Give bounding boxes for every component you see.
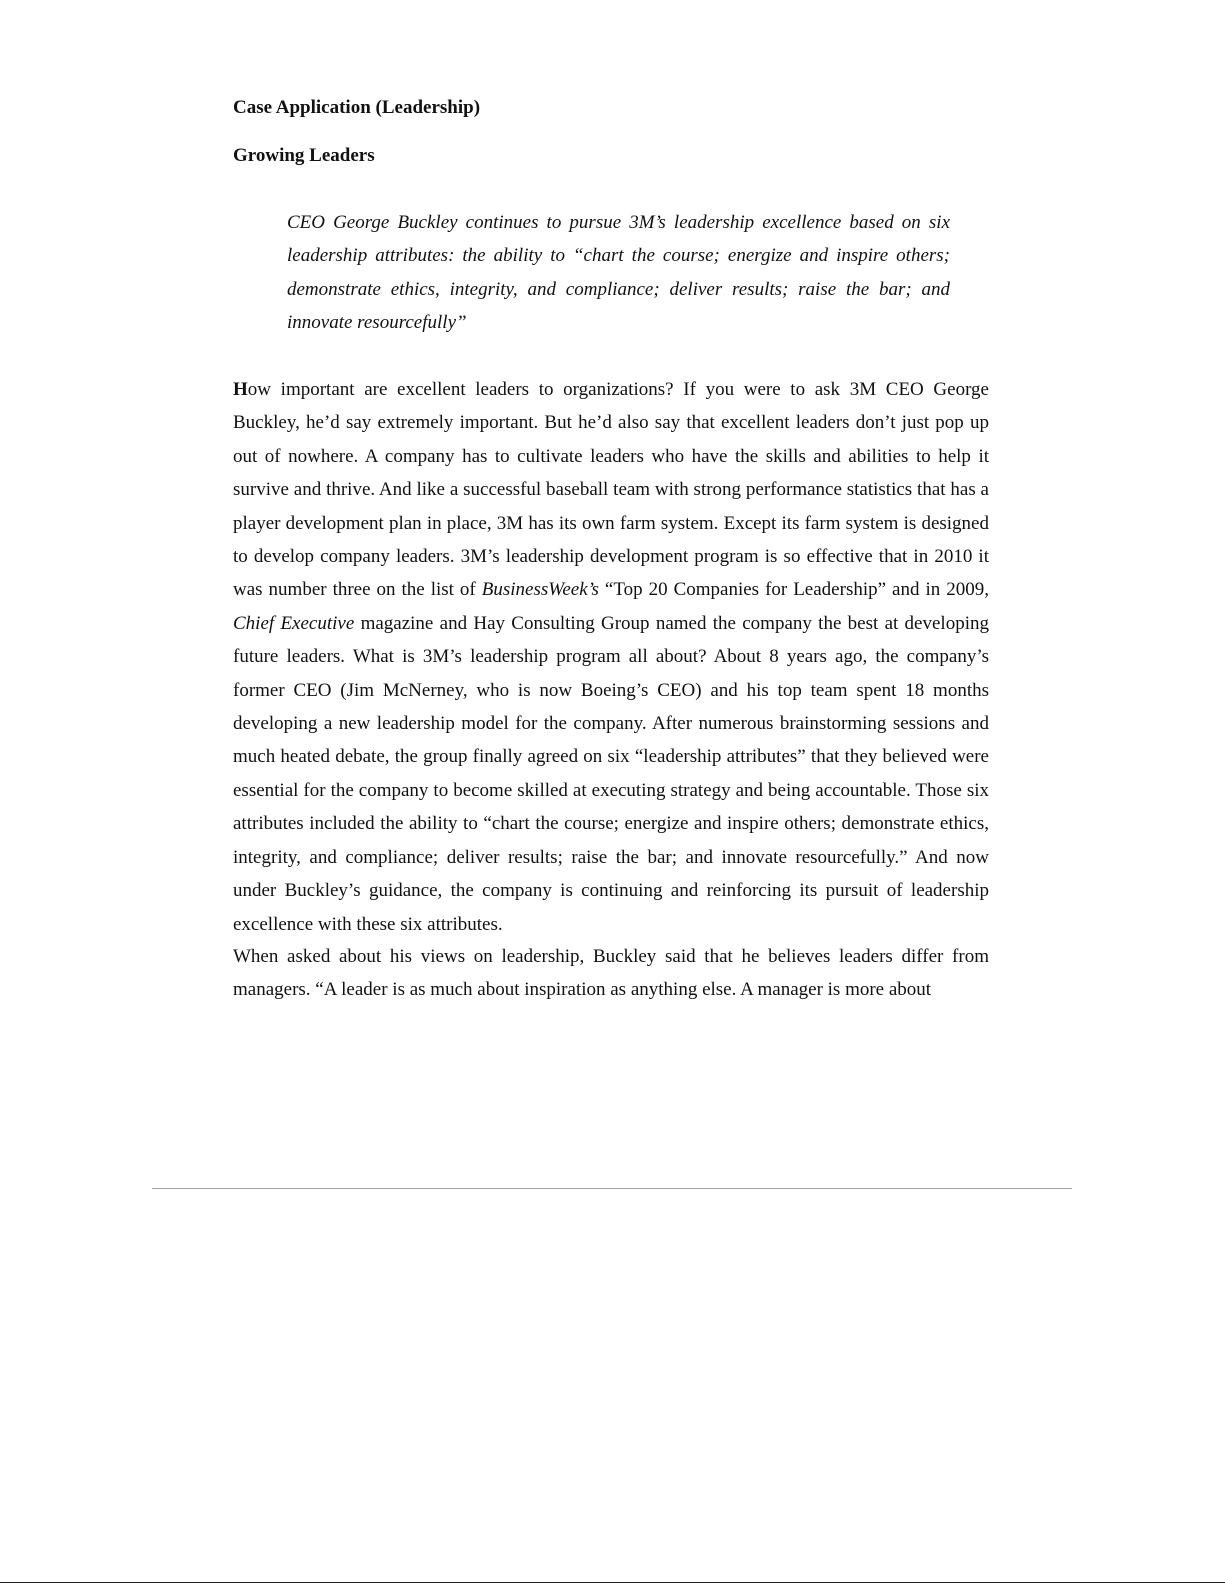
paragraph-1-text-c: magazine and Hay Consulting Group named the company the best at developing future leaders. What is 3M’s leadership program all about? About 8 years ago, the company’s former CEO (Jim McNerney, who is now Boeing’s CEO) and his top team spent 18 months developing a new leadership model for the company. After numerous brainstorming sessions and much heated debate, the group finally agreed on six “leadership attributes” that they believed were essential for the company to become skilled at executing strategy and being accountable. Those six attributes included the ability to “chart the course; energize and inspire others; demonstrate ethics, integrity, and compliance; deliver results; raise the bar; and innovate resourcefully.” And now under Buckley’s guidance, the company is continuing and reinforcing its pursuit of leadership excellence with these six attributes. [233,612,989,935]
chief-executive-title: Chief Executive [233,612,355,634]
page-bottom-edge [0,1582,1225,1583]
section-title: Growing Leaders [233,145,375,166]
paragraph-1-text-b: “Top 20 Companies for Leadership” and in 2009, [598,579,989,601]
page-divider [152,1188,1072,1189]
body-paragraph-1 [233,373,989,941]
case-title: Case Application (Leadership) [233,97,481,118]
dropcap-letter: H [233,379,248,400]
paragraph-1-text-a: ow important are excellent leaders to organizations? If you were to ask 3M CEO George Buckley, he’d say extremely important. But he’d also say that excellent leaders don’t just pop up out of nowhere. A company has to cultivate leaders who have the skills and abilities to help it survive and thrive. And like a successful baseball team with strong performance statistics that has a player development plan in place, 3M has its own farm system. Except its farm system is designed to develop company leaders. 3M’s leadership development program is so effective that in 2010 it was number three on the list of [233,379,989,601]
businessweek-title: BusinessWeek’s [481,579,599,601]
epigraph-quote: CEO George Buckley continues to pursue 3M’s leadership excellence based on six leadership attributes: the ability to “chart the course; energize and inspire others; demonstrate ethics, integrity, and compliance; deliver results; raise the bar; and innovate resourcefully” [287,212,950,334]
body-paragraph-2: When asked about his views on leadership, Buckley said that he believes leaders differ from managers. “A leader is as much about inspiration as anything else. A manager is more about [233,946,989,1001]
